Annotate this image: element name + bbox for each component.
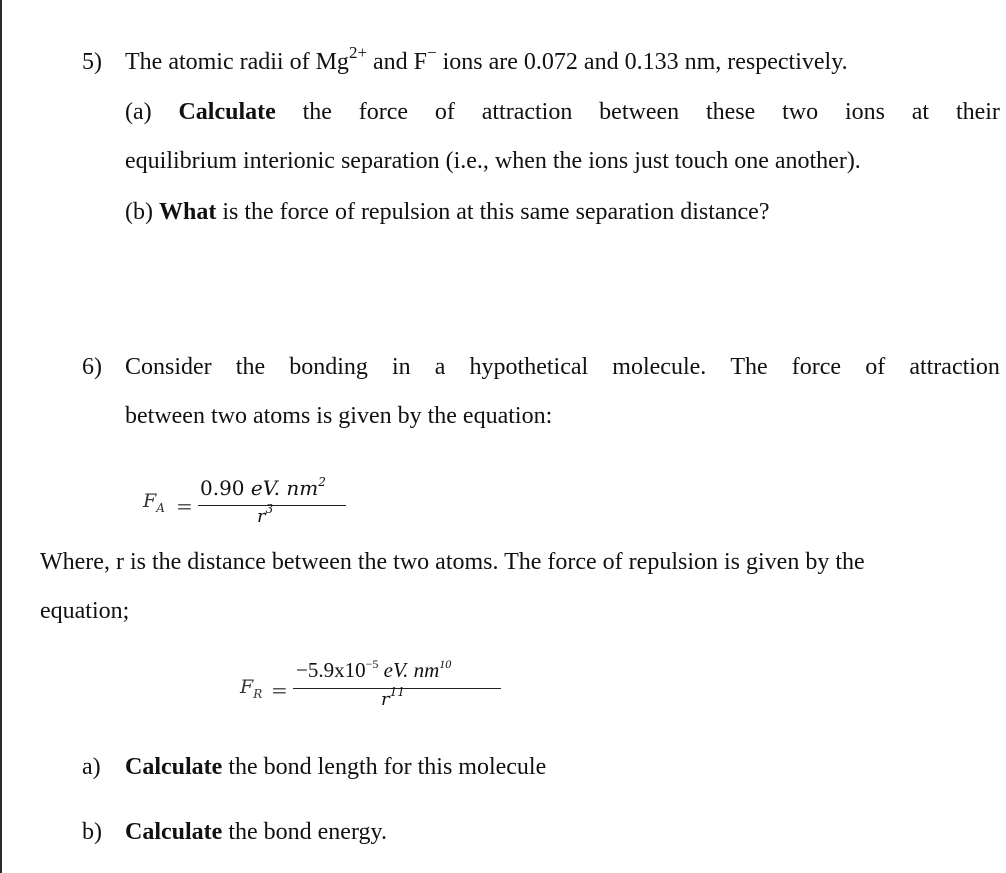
fa-numerator: 0.90 eV. $nm^2$ — [200, 475, 326, 500]
question-5-part-a-line-1: (a) Calculate the force of attraction between these two ions at their — [125, 99, 1000, 125]
page-left-border — [0, 0, 2, 873]
fa-equals: = — [176, 494, 193, 518]
where-line-2: equation; — [40, 598, 130, 624]
question-5-number: 5) — [82, 49, 102, 75]
fr-equals: = — [271, 678, 288, 702]
where-line-1: Where, r is the distance between the two atoms. The force of repulsion is given by the — [40, 549, 865, 575]
question-6-line-2: between two atoms is given by the equation: — [125, 403, 553, 429]
question-6-part-a: Calculate the bond length for this molecule — [125, 754, 547, 780]
question-6-part-b: Calculate the bond energy. — [125, 819, 387, 845]
fr-numerator: $-5.9x10^{-5}$ eV. $nm^{10}$ — [296, 657, 452, 682]
question-5-part-b: (b) What is the force of repulsion at this same separation distance? — [125, 199, 770, 225]
fr-lhs: $F_R$ — [240, 676, 263, 701]
question-5-line-1: The atomic radii of $Mg^{2+}$ and F− ions are 0.072 and 0.133 nm, respectively. — [125, 43, 848, 75]
fa-lhs: $F_A$ — [143, 490, 165, 515]
mg-ion-charge: 2+ — [348, 43, 368, 62]
fr-denominator: $r^{11}$ — [381, 685, 405, 710]
question-5-part-a-line-2: equilibrium interionic separation (i.e., when the ions just touch one another). — [125, 148, 861, 174]
question-6-number: 6) — [82, 354, 102, 380]
question-6-line-1: Consider the bonding in a hypothetical molecule. The force of attraction — [125, 354, 1000, 380]
question-6-part-b-label: b) — [82, 819, 102, 845]
question-6-part-a-label: a) — [82, 754, 101, 780]
fa-denominator: $r^3$ — [257, 502, 274, 527]
f-ion-charge: − — [427, 43, 437, 62]
